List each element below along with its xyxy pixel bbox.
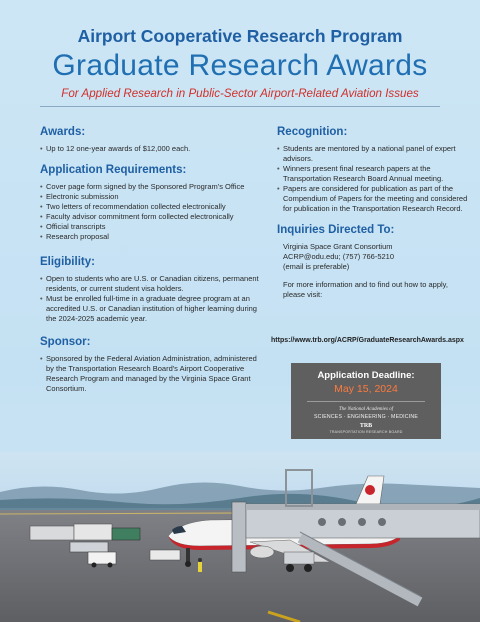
list-item: • Students are mentored by a national panel of expert advisors. <box>277 144 469 164</box>
wheel <box>286 564 294 572</box>
trb-name: TRANSPORTATION RESEARCH BOARD <box>329 430 403 434</box>
cargo-truck <box>30 526 74 540</box>
service-truck <box>88 552 116 564</box>
ground-worker <box>198 562 202 572</box>
sponsor-list <box>40 354 262 394</box>
list-item: • Official transcripts <box>40 222 262 232</box>
list-item: • Electronic submission <box>40 192 262 202</box>
page-title: Graduate Research Awards <box>52 49 428 82</box>
bridge-window <box>358 518 366 526</box>
list-item: • Open to students who are U.S. or Canadian citizens, permanent residents, or current student visa holders. <box>40 274 262 294</box>
eligibility-heading: Eligibility: <box>40 256 95 268</box>
landing-gear <box>186 548 190 562</box>
list-item: • Two letters of recommendation collected electronically <box>40 202 262 212</box>
awards-heading: Awards: <box>40 126 86 138</box>
page-subtitle: For Applied Research in Public-Sector Airport-Related Aviation Issues <box>61 87 419 100</box>
deadline-label: Application Deadline: <box>317 370 415 381</box>
contact-org: Virginia Space Grant Consortium <box>283 242 393 251</box>
apply-url-link[interactable]: https://www.trb.org/ACRP/GraduateResearchAwards.aspx <box>271 337 464 344</box>
wheel <box>108 563 113 568</box>
awards-list <box>40 144 262 154</box>
list-item: • Winners present final research papers at the Transportation Research Board Annual meeting. <box>277 164 469 184</box>
contact-note: (email is preferable) <box>283 262 350 271</box>
bridge-window <box>338 518 346 526</box>
header-divider <box>40 106 440 107</box>
more-info-text: For more information and to find out how to apply, please visit: <box>283 280 448 299</box>
requirements-list <box>40 182 262 242</box>
baggage-cart <box>70 542 108 552</box>
list-item: • Papers are considered for publication as part of the Compendium of Papers for the meeting and considered for publication in the Transportation Research Record. <box>277 184 469 214</box>
airplane-engine <box>250 546 274 558</box>
program-name: Airport Cooperative Research Program <box>77 26 403 46</box>
list-item: • Must be enrolled full-time in a graduate degree program at an accredited U.S. or Canadian institution of higher learning during the 2024-2025 academic year. <box>40 294 262 324</box>
bridge-cab <box>284 552 314 564</box>
recognition-list <box>277 144 469 214</box>
cargo-container <box>112 528 140 540</box>
airport-photo <box>0 452 480 622</box>
jet-bridge-post <box>232 502 246 572</box>
eligibility-list <box>40 274 262 324</box>
contact-details[interactable]: ACRP@odu.edu; (757) 766-5210 <box>283 252 395 261</box>
list-item: • Cover page form signed by the Sponsored Program's Office <box>40 182 262 192</box>
list-item: • Research proposal <box>40 232 262 242</box>
list-item: • Sponsored by the Federal Aviation Administration, administered by the Transportation Research Board's Airport Cooperative Research Program and managed by the Virginia Space Grant Consortium. <box>40 354 262 394</box>
worker-head <box>198 558 202 562</box>
jet-bridge-roof <box>246 504 480 510</box>
bridge-window <box>378 518 386 526</box>
trb-logo: TRB <box>359 423 373 429</box>
sponsor-heading: Sponsor: <box>40 336 91 348</box>
nas-logo-line1: The National Academies of <box>338 407 394 412</box>
recognition-heading: Recognition: <box>277 126 348 138</box>
deadline-date: May 15, 2024 <box>334 383 398 395</box>
wheel <box>185 561 191 567</box>
list-item: • Faculty advisor commitment form collected electronically <box>40 212 262 222</box>
right-column <box>277 126 469 308</box>
requirements-heading: Application Requirements: <box>40 164 187 176</box>
deadline-divider <box>307 401 425 402</box>
cargo-container <box>74 524 112 540</box>
left-column <box>40 126 262 404</box>
nas-logo-line2: SCIENCES · ENGINEERING · MEDICINE <box>313 414 419 420</box>
wheel <box>92 563 97 568</box>
wheel <box>304 564 312 572</box>
list-item: • Up to 12 one-year awards of $12,000 each. <box>40 144 262 154</box>
deadline-box <box>291 363 441 439</box>
airline-logo <box>365 485 375 495</box>
inquiries-heading: Inquiries Directed To: <box>277 224 395 236</box>
bridge-window <box>318 518 326 526</box>
tug-vehicle <box>150 550 180 560</box>
